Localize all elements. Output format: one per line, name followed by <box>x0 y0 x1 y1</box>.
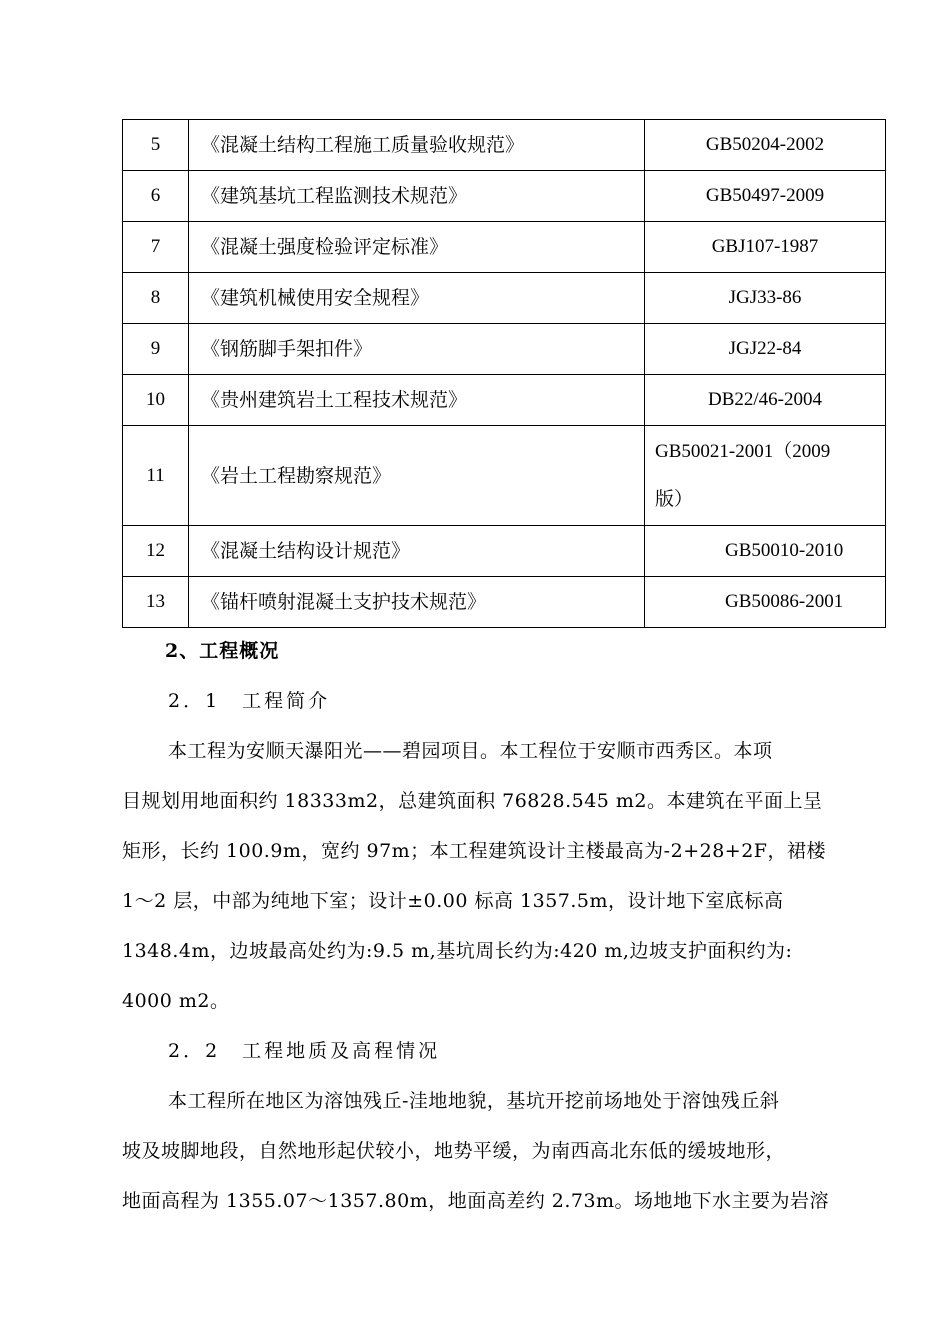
table-row <box>123 577 886 628</box>
standard-code: JGJ22-84 <box>645 324 886 375</box>
paragraph-line: 本工程所在地区为溶蚀残丘-洼地地貌，基坑开挖前场地处于溶蚀残丘斜 <box>168 1090 780 1112</box>
row-number: 11 <box>123 426 189 526</box>
standard-name: 《岩土工程勘察规范》 <box>189 426 645 526</box>
standard-name: 《建筑基坑工程监测技术规范》 <box>189 171 645 222</box>
row-number: 7 <box>123 222 189 273</box>
standards-table <box>122 119 886 628</box>
row-number: 9 <box>123 324 189 375</box>
standard-code: GB50086-2001 <box>645 577 886 628</box>
table-row <box>123 171 886 222</box>
standard-name: 《锚杆喷射混凝土支护技术规范》 <box>189 577 645 628</box>
row-number: 12 <box>123 526 189 577</box>
paragraph-line: 本工程为安顺天瀑阳光——碧园项目。本工程位于安顺市西秀区。本项 <box>168 740 773 762</box>
table-row <box>123 120 886 171</box>
subsection-heading: 2．2 工程地质及高程情况 <box>168 1040 441 1062</box>
standard-name: 《混凝土结构设计规范》 <box>189 526 645 577</box>
standard-name: 《贵州建筑岩土工程技术规范》 <box>189 375 645 426</box>
standard-code <box>645 426 886 526</box>
table-row <box>123 375 886 426</box>
standard-name: 《钢筋脚手架扣件》 <box>189 324 645 375</box>
row-number: 5 <box>123 120 189 171</box>
paragraph-line: 1348.4m，边坡最高处约为:9.5 m,基坑周长约为:420 m,边坡支护面积约为: <box>122 940 793 962</box>
table-row <box>123 324 886 375</box>
paragraph-line: 4000 m2。 <box>122 990 230 1012</box>
standard-name: 《建筑机械使用安全规程》 <box>189 273 645 324</box>
table-row <box>123 526 886 577</box>
section-heading: 2、工程概况 <box>165 640 280 662</box>
row-number: 10 <box>123 375 189 426</box>
standard-code-line: GB50021-2001（2009 <box>655 440 831 462</box>
standard-code-line: 版） <box>655 488 694 510</box>
standard-code: GB50204-2002 <box>645 120 886 171</box>
paragraph-line: 矩形，长约 100.9m，宽约 97m；本工程建筑设计主楼最高为-2+28+2F，裙楼 <box>122 840 826 862</box>
row-number: 6 <box>123 171 189 222</box>
standard-code: JGJ33-86 <box>645 273 886 324</box>
row-number: 8 <box>123 273 189 324</box>
subsection-heading: 2．1 工程简介 <box>168 690 331 712</box>
paragraph-line: 目规划用地面积约 18333m2，总建筑面积 76828.545 m2。本建筑在平面上呈 <box>122 790 823 812</box>
standard-code: GBJ107-1987 <box>645 222 886 273</box>
paragraph-line: 1～2 层，中部为纯地下室；设计±0.00 标高 1357.5m，设计地下室底标高 <box>122 890 784 912</box>
paragraph-line: 坡及坡脚地段，自然地形起伏较小，地势平缓，为南西高北东低的缓坡地形， <box>122 1140 786 1162</box>
row-number: 13 <box>123 577 189 628</box>
standard-name: 《混凝土结构工程施工质量验收规范》 <box>189 120 645 171</box>
paragraph-line: 地面高程为 1355.07～1357.80m，地面高差约 2.73m。场地地下水主要为岩溶 <box>122 1190 830 1212</box>
table-row <box>123 222 886 273</box>
standard-name: 《混凝土强度检验评定标准》 <box>189 222 645 273</box>
table-row <box>123 426 886 526</box>
standard-code: GB50010-2010 <box>645 526 886 577</box>
standard-code: GB50497-2009 <box>645 171 886 222</box>
standard-code: DB22/46-2004 <box>645 375 886 426</box>
table-row <box>123 273 886 324</box>
